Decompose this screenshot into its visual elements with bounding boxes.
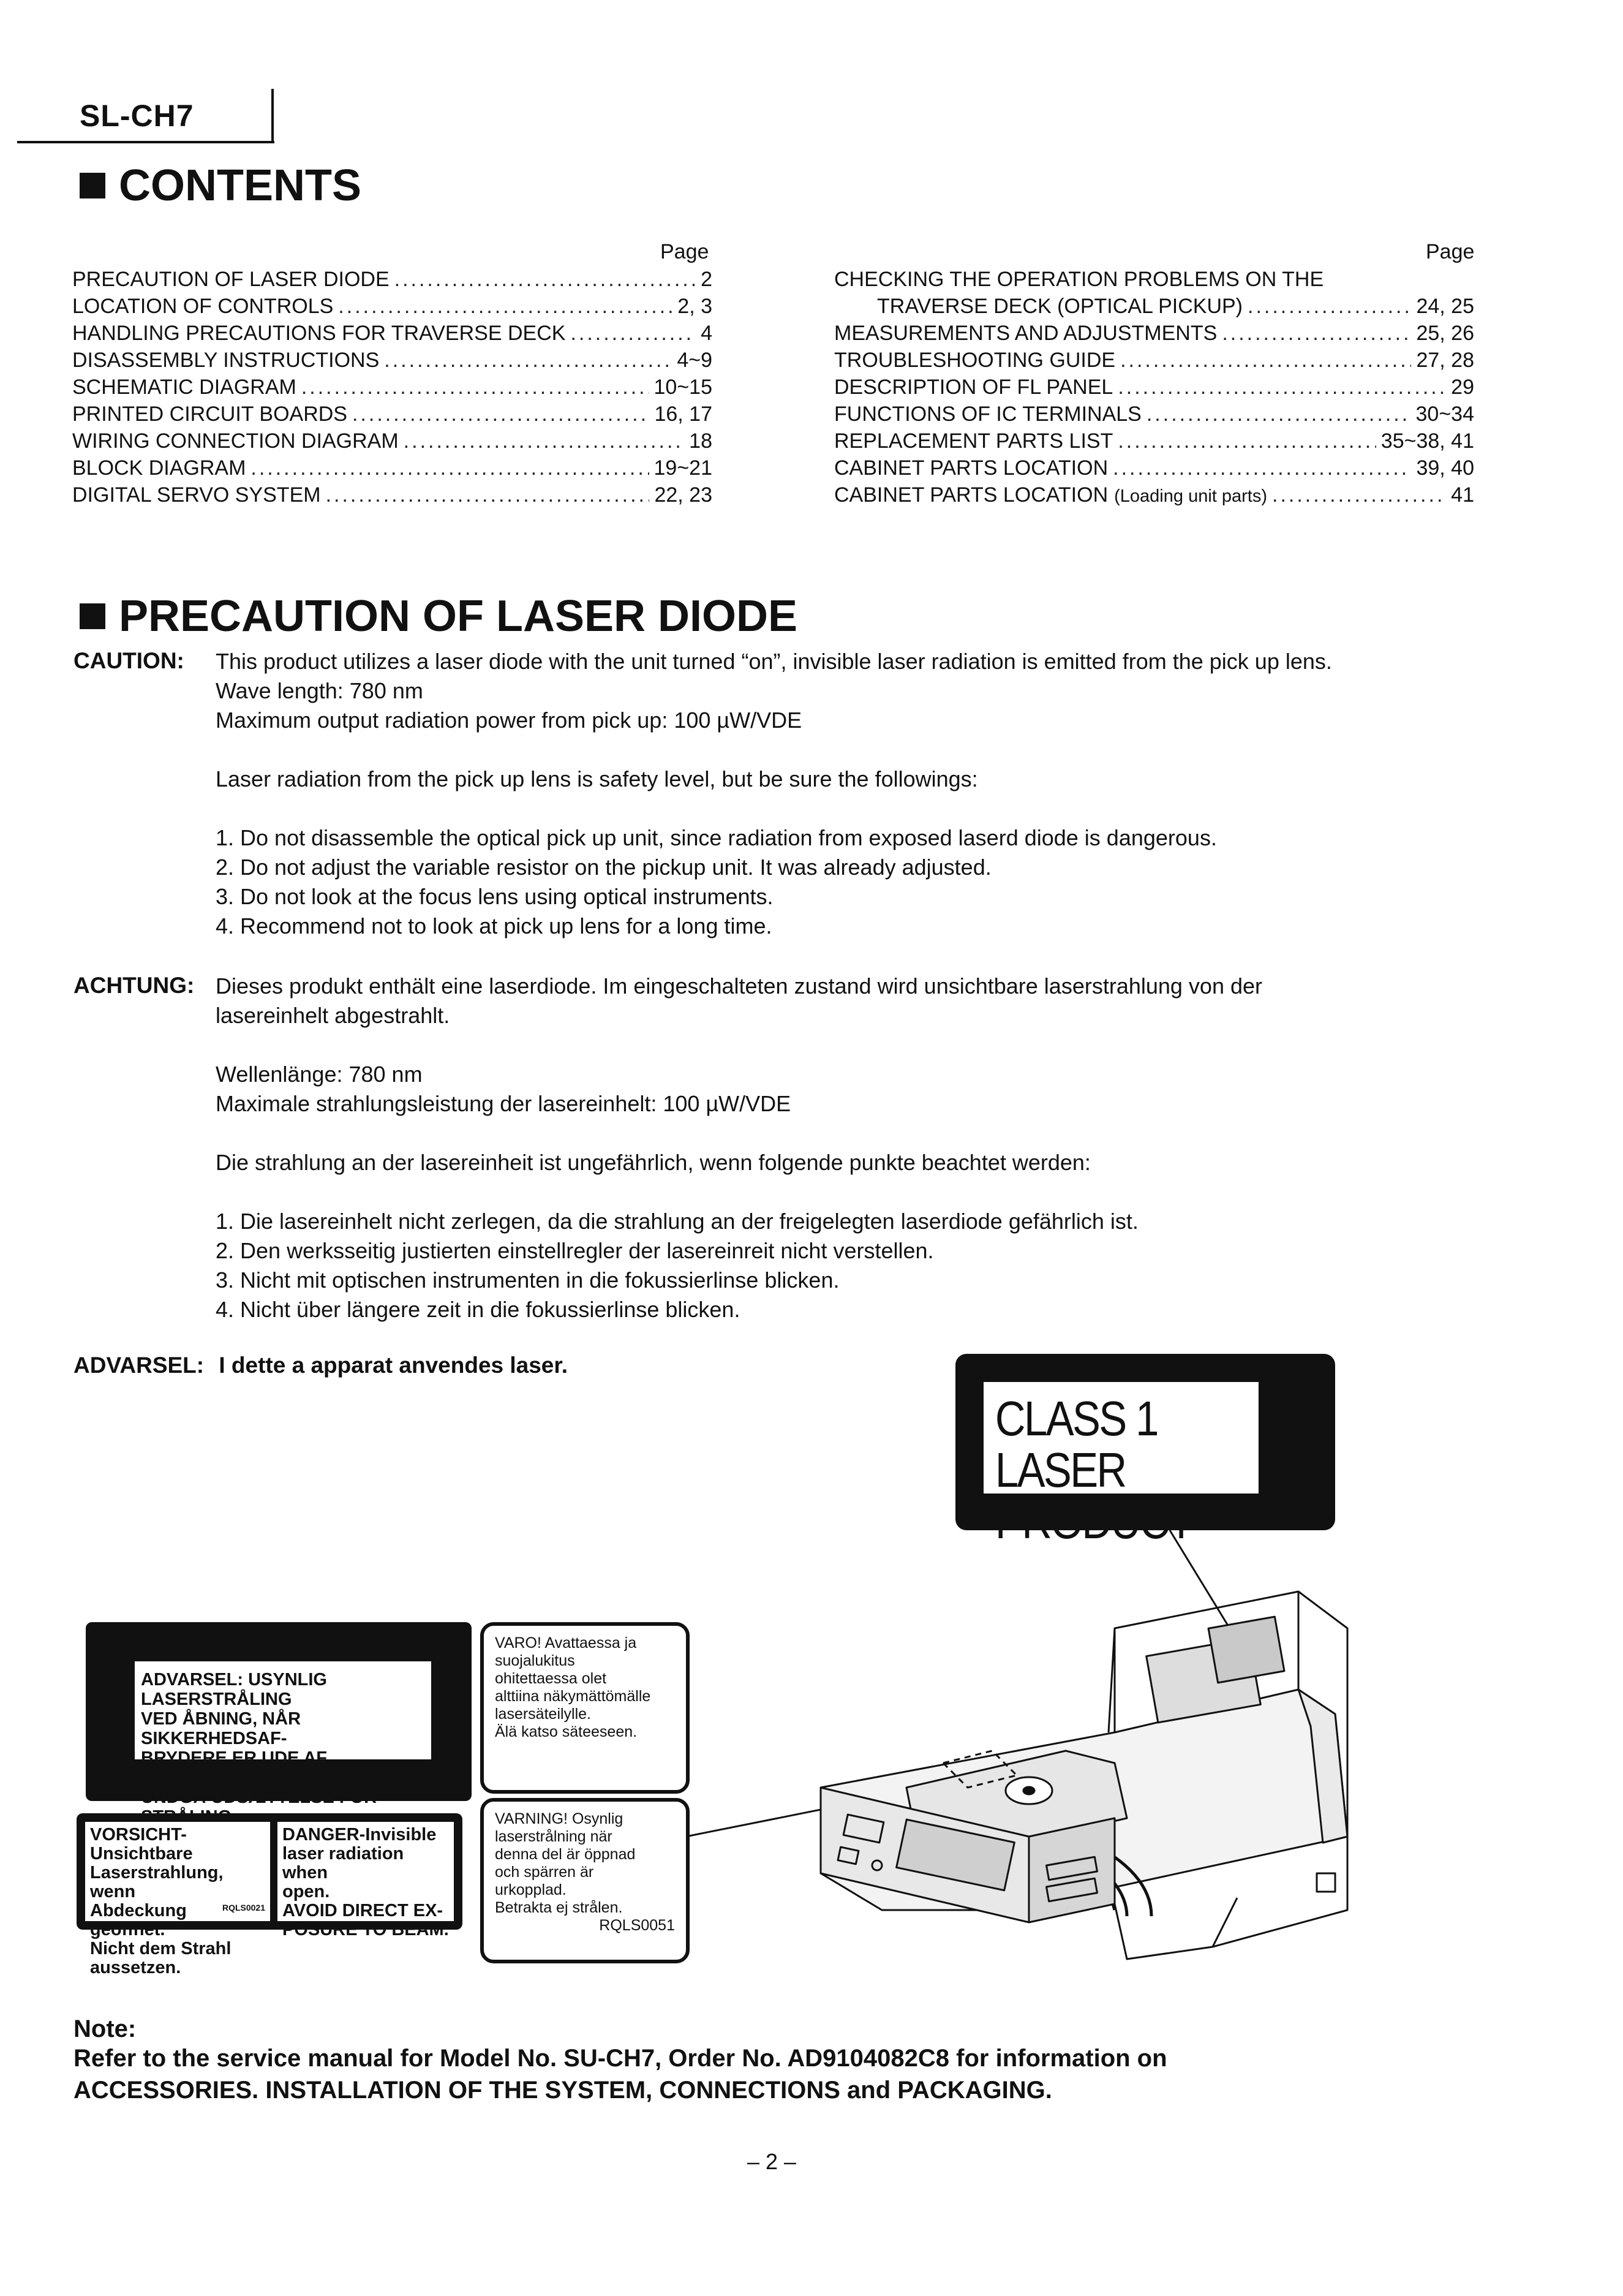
achtung-item: 3. Nicht mit optischen instrumenten in die fokussierlinse blicken. <box>216 1267 840 1293</box>
contents-entry: TRAVERSE DECK (OPTICAL PICKUP) ..... 24, 25 <box>834 293 1474 320</box>
cd-unit-illustration <box>686 1530 1439 2039</box>
label-line: VARNING! Osynlig <box>495 1810 623 1827</box>
danish-warning-label <box>86 1622 472 1807</box>
contents-entry: PRINTED CIRCUIT BOARDS ..... 16, 17 <box>72 401 712 428</box>
german-english-warning-label <box>77 1813 462 1977</box>
label-line: och spärren är <box>495 1864 594 1881</box>
precaution-heading: PRECAUTION OF LASER DIODE <box>80 591 797 641</box>
square-bullet-icon <box>80 603 105 629</box>
label-line: VARO! Avattaessa ja <box>495 1634 637 1652</box>
label-line: Älä katso säteeseen. <box>495 1723 638 1740</box>
label-line: alttiina näkymättömälle <box>495 1688 651 1705</box>
achtung-item: 2. Den werksseitig justierten einstellregler der lasereinreit nicht verstellen. <box>216 1238 934 1263</box>
caution-item: 1. Do not disassemble the optical pick up unit, since radiation from exposed laserd diode is dangerous. <box>216 825 1217 850</box>
note-text: Refer to the service manual for Model No. SU-CH7, Order No. AD9104082C8 for information on ACCESSORIES. INSTALLATION OF THE SYSTEM, CONNECTIONS and PACKAGING. <box>73 2045 1167 2104</box>
label-line: laser radiation when <box>282 1844 404 1882</box>
contents-entry: WIRING CONNECTION DIAGRAM ..... 18 <box>72 428 712 455</box>
page-column-label-left: Page <box>660 240 709 263</box>
header-rule <box>17 141 274 143</box>
contents-entry: DISASSEMBLY INSTRUCTIONS ..... 4~9 <box>72 347 712 374</box>
caution-item: 3. Do not look at the focus lens using optical instruments. <box>216 884 774 909</box>
label-line: Laserstrahlung, wenn <box>90 1863 224 1901</box>
contents-entry: SCHEMATIC DIAGRAM ..... 10~15 <box>72 374 712 401</box>
contents-entry: REPLACEMENT PARTS LIST ..... 35~38, 41 <box>834 428 1474 455</box>
model-number: SL-CH7 <box>80 99 194 133</box>
contents-list-left <box>72 266 712 508</box>
header-rule-vertical <box>271 89 274 143</box>
label-line: VORSICHT-Unsichtbare <box>90 1825 193 1864</box>
achtung-text: Dieses produkt enthält eine laserdiode. Im eingeschalteten zustand wird unsichtbare laserstrahlung von der lasereinhelt abgestrahlt. Wellenlänge: 780 nm Maximale strahlungsleistung der lasereinhelt: 100 µW/VDE Die strahlung an der lasereinheit ist ungefährlich, wenn folgende punkte beachtet werden: 1. Die lasereinhelt nicht zerlegen, da die strahlung an der freigelegten laserdiode gefährlich ist. 2. Den werksseitig justierten einstellregler der lasereinreit nicht verstellen. 3. Nicht mit optischen instrumenten in die fokussierlinse blicken. 4. Nicht über längere zeit in die fokussierlinse blicken. <box>216 972 1606 1324</box>
contents-entry: HANDLING PRECAUTIONS FOR TRAVERSE DECK ..... 4 <box>72 320 712 347</box>
square-bullet-icon <box>80 173 105 198</box>
contents-entry: CABINET PARTS LOCATION (Loading unit parts) ..... 41 <box>834 481 1474 510</box>
label-line: laserstrålning när <box>495 1828 612 1845</box>
label-line: VED ÅBNING, NÅR SIKKERHEDSAF- <box>141 1709 301 1748</box>
label-line: suojalukitus <box>495 1652 575 1669</box>
english-warning <box>277 1822 454 1939</box>
caution-label: CAUTION: <box>73 648 184 673</box>
caution-item: 2. Do not adjust the variable resistor on the pickup unit. It was already adjusted. <box>216 855 992 880</box>
german-warning: VORSICHT-Unsichtbare Laserstrahlung, wenn Abdeckung geöffnet. Nicht dem Strahl aussetzen. RQLS0021 <box>85 1822 270 1921</box>
achtung-item: 1. Die lasereinhelt nicht zerlegen, da die strahlung an der freigelegten laserdiode gefährlich ist. <box>216 1209 1139 1234</box>
label-line: Betrakta ej strålen. <box>495 1899 623 1916</box>
caution-text: This product utilizes a laser diode with the unit turned “on”, invisible laser radiation is emitted from the pick up lens. Wave length: 780 nm Maximum output radiation power from pick up: 100 µW/VDE Laser radiation from the pick up lens is safety level, but be sure the followings: 1. Do not disassemble the optical pick up unit, since radiation from exposed laserd diode is dangerous. 2. Do not adjust the variable resistor on the pickup unit. It was already adjusted. 3. Do not look at the focus lens using optical instruments. 4. Recommend not to look at pick up lens for a long time. <box>216 647 1606 941</box>
contents-entry: MEASUREMENTS AND ADJUSTMENTS ..... 25, 26 <box>834 320 1474 347</box>
label-line: Nicht dem Strahl <box>90 1939 232 1958</box>
contents-list-right <box>834 266 1474 510</box>
label-line: Abdeckung geöffnet. <box>90 1901 187 1939</box>
label-line: open. <box>282 1882 330 1901</box>
caution-list <box>216 823 1606 941</box>
achtung-item: 4. Nicht über längere zeit in die fokussierlinse blicken. <box>216 1297 740 1322</box>
advarsel-line: ADVARSEL: I dette a apparat anvendes laser. <box>73 1353 568 1378</box>
note-label: Note: <box>73 2015 137 2042</box>
contents-heading: CONTENTS <box>80 160 361 211</box>
label-line: DANGER-Invisible <box>282 1825 437 1845</box>
swedish-warning-label: VARNING! Osynlig laserstrålning när denna del är öppnad och spärren är urkopplad. Betrakta ej strålen. RQLS0051 <box>480 1798 690 1963</box>
contents-entry: CHECKING THE OPERATION PROBLEMS ON THE <box>834 268 1324 291</box>
contents-entry: FUNCTIONS OF IC TERMINALS ..... 30~34 <box>834 401 1474 428</box>
caution-item: 4. Recommend not to look at pick up lens for a long time. <box>216 913 772 938</box>
label-line: denna del är öppnad <box>495 1846 636 1863</box>
finnish-warning-label <box>480 1622 690 1794</box>
achtung-label: ACHTUNG: <box>73 973 195 998</box>
page-number: – 2 – <box>747 2149 797 2174</box>
label-line: AVOID DIRECT EX- <box>282 1901 443 1920</box>
contents-entry: PRECAUTION OF LASER DIODE ..... 2 <box>72 266 712 293</box>
achtung-list <box>216 1207 1606 1324</box>
label-line: urkopplad. <box>495 1881 567 1898</box>
contents-entry: DESCRIPTION OF FL PANEL ..... 29 <box>834 374 1474 401</box>
label-line: aussetzen. <box>90 1958 181 1977</box>
label-line: BRYDERE ER UDE AF FUNKTION. <box>141 1748 327 1788</box>
page-column-label-right: Page <box>1426 240 1475 263</box>
contents-entry: CABINET PARTS LOCATION ..... 39, 40 <box>834 455 1474 481</box>
contents-entry: BLOCK DIAGRAM ..... 19~21 <box>72 455 712 481</box>
label-line: POSURE TO BEAM. <box>282 1920 449 1939</box>
class-1-laser-label: CLASS 1 LASER PRODUCT <box>955 1354 1335 1530</box>
contents-entry: LOCATION OF CONTROLS ..... 2, 3 <box>72 293 712 320</box>
label-line: ADVARSEL: USYNLIG LASERSTRÅLING <box>141 1670 327 1709</box>
label-line: ohitettaessa olet <box>495 1670 607 1687</box>
contents-entry: TROUBLESHOOTING GUIDE ..... 27, 28 <box>834 347 1474 374</box>
label-line: UNDGÅ UDSÆTTELSE FOR <box>141 1788 377 1807</box>
label-line: lasersäteilylle. <box>495 1705 592 1723</box>
contents-entry: DIGITAL SERVO SYSTEM ..... 22, 23 <box>72 481 712 508</box>
